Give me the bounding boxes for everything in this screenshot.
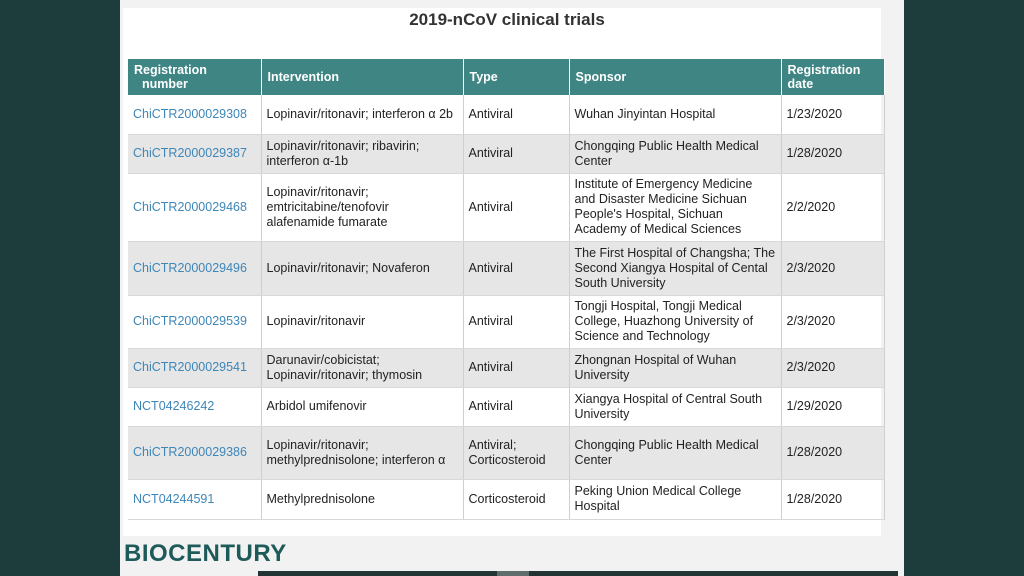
type-cell: Antiviral; Corticosteroid [463,426,569,479]
intervention-cell: Methylprednisolone [261,479,463,519]
clinical-trials-table [128,59,885,520]
header-date-line2: date [787,77,814,91]
table-row [128,95,884,134]
registration-number-link[interactable]: ChiCTR2000029468 [128,173,261,241]
header-type: Type [463,59,569,95]
type-cell: Antiviral [463,95,569,134]
table-row [128,134,884,173]
registration-number-link[interactable]: ChiCTR2000029539 [128,295,261,348]
slide-title: 2019-nCoV clinical trials [409,10,605,29]
table-row [128,387,884,426]
header-intervention: Intervention [261,59,463,95]
header-date-line1: Registration [787,63,861,77]
intervention-cell: Darunavir/cobicistat; Lopinavir/ritonavir; thymosin [261,348,463,387]
registration-number-link[interactable]: ChiCTR2000029308 [128,95,261,134]
type-cell: Antiviral [463,387,569,426]
biocentury-logo: BIOCENTURY [124,540,287,567]
intervention-cell: Lopinavir/ritonavir; ribavirin; interferon α-1b [261,134,463,173]
date-cell: 1/28/2020 [781,479,884,519]
bottom-bar [258,571,898,576]
table-header-row [128,59,884,95]
intervention-cell: Lopinavir/ritonavir [261,295,463,348]
date-cell: 2/3/2020 [781,295,884,348]
date-cell: 2/3/2020 [781,241,884,295]
date-cell: 2/2/2020 [781,173,884,241]
bottom-bar-segment [497,571,529,576]
registration-number-link[interactable]: ChiCTR2000029496 [128,241,261,295]
table-row [128,295,884,348]
table-row [128,348,884,387]
registration-number-link[interactable]: ChiCTR2000029386 [128,426,261,479]
sponsor-cell: Institute of Emergency Medicine and Disaster Medicine Sichuan People's Hospital, Sichuan Academy of Medical Sciences [569,173,781,241]
registration-number-link[interactable]: ChiCTR2000029541 [128,348,261,387]
type-cell: Antiviral [463,348,569,387]
type-cell: Corticosteroid [463,479,569,519]
header-registration-date [781,59,884,95]
sponsor-cell: The First Hospital of Changsha; The Second Xiangya Hospital of Cental South University [569,241,781,295]
sponsor-cell: Xiangya Hospital of Central South University [569,387,781,426]
sponsor-cell: Chongqing Public Health Medical Center [569,426,781,479]
intervention-cell: Lopinavir/ritonavir; Novaferon [261,241,463,295]
registration-number-link[interactable]: ChiCTR2000029387 [128,134,261,173]
intervention-cell: Lopinavir/ritonavir; emtricitabine/tenofovir alafenamide fumarate [261,173,463,241]
header-registration-number [128,59,261,95]
date-cell: 1/29/2020 [781,387,884,426]
header-sponsor: Sponsor [569,59,781,95]
intervention-cell: Lopinavir/ritonavir; methylprednisolone; interferon α [261,426,463,479]
sponsor-cell: Peking Union Medical College Hospital [569,479,781,519]
slide-frame [120,0,904,576]
header-registration-line2: number [142,77,188,91]
content-card [123,8,881,536]
date-cell: 1/23/2020 [781,95,884,134]
table-row [128,173,884,241]
intervention-cell: Lopinavir/ritonavir; interferon α 2b [261,95,463,134]
intervention-cell: Arbidol umifenovir [261,387,463,426]
registration-number-link[interactable]: NCT04244591 [128,479,261,519]
sponsor-cell: Tongji Hospital, Tongji Medical College, Huazhong University of Science and Technology [569,295,781,348]
table-row [128,426,884,479]
table-row [128,479,884,519]
header-registration-line1: Registration [134,63,207,77]
registration-number-link[interactable]: NCT04246242 [128,387,261,426]
table-row [128,241,884,295]
sponsor-cell: Zhongnan Hospital of Wuhan University [569,348,781,387]
type-cell: Antiviral [463,241,569,295]
type-cell: Antiviral [463,173,569,241]
type-cell: Antiviral [463,295,569,348]
date-cell: 1/28/2020 [781,134,884,173]
sponsor-cell: Wuhan Jinyintan Hospital [569,95,781,134]
sponsor-cell: Chongqing Public Health Medical Center [569,134,781,173]
date-cell: 2/3/2020 [781,348,884,387]
date-cell: 1/28/2020 [781,426,884,479]
type-cell: Antiviral [463,134,569,173]
